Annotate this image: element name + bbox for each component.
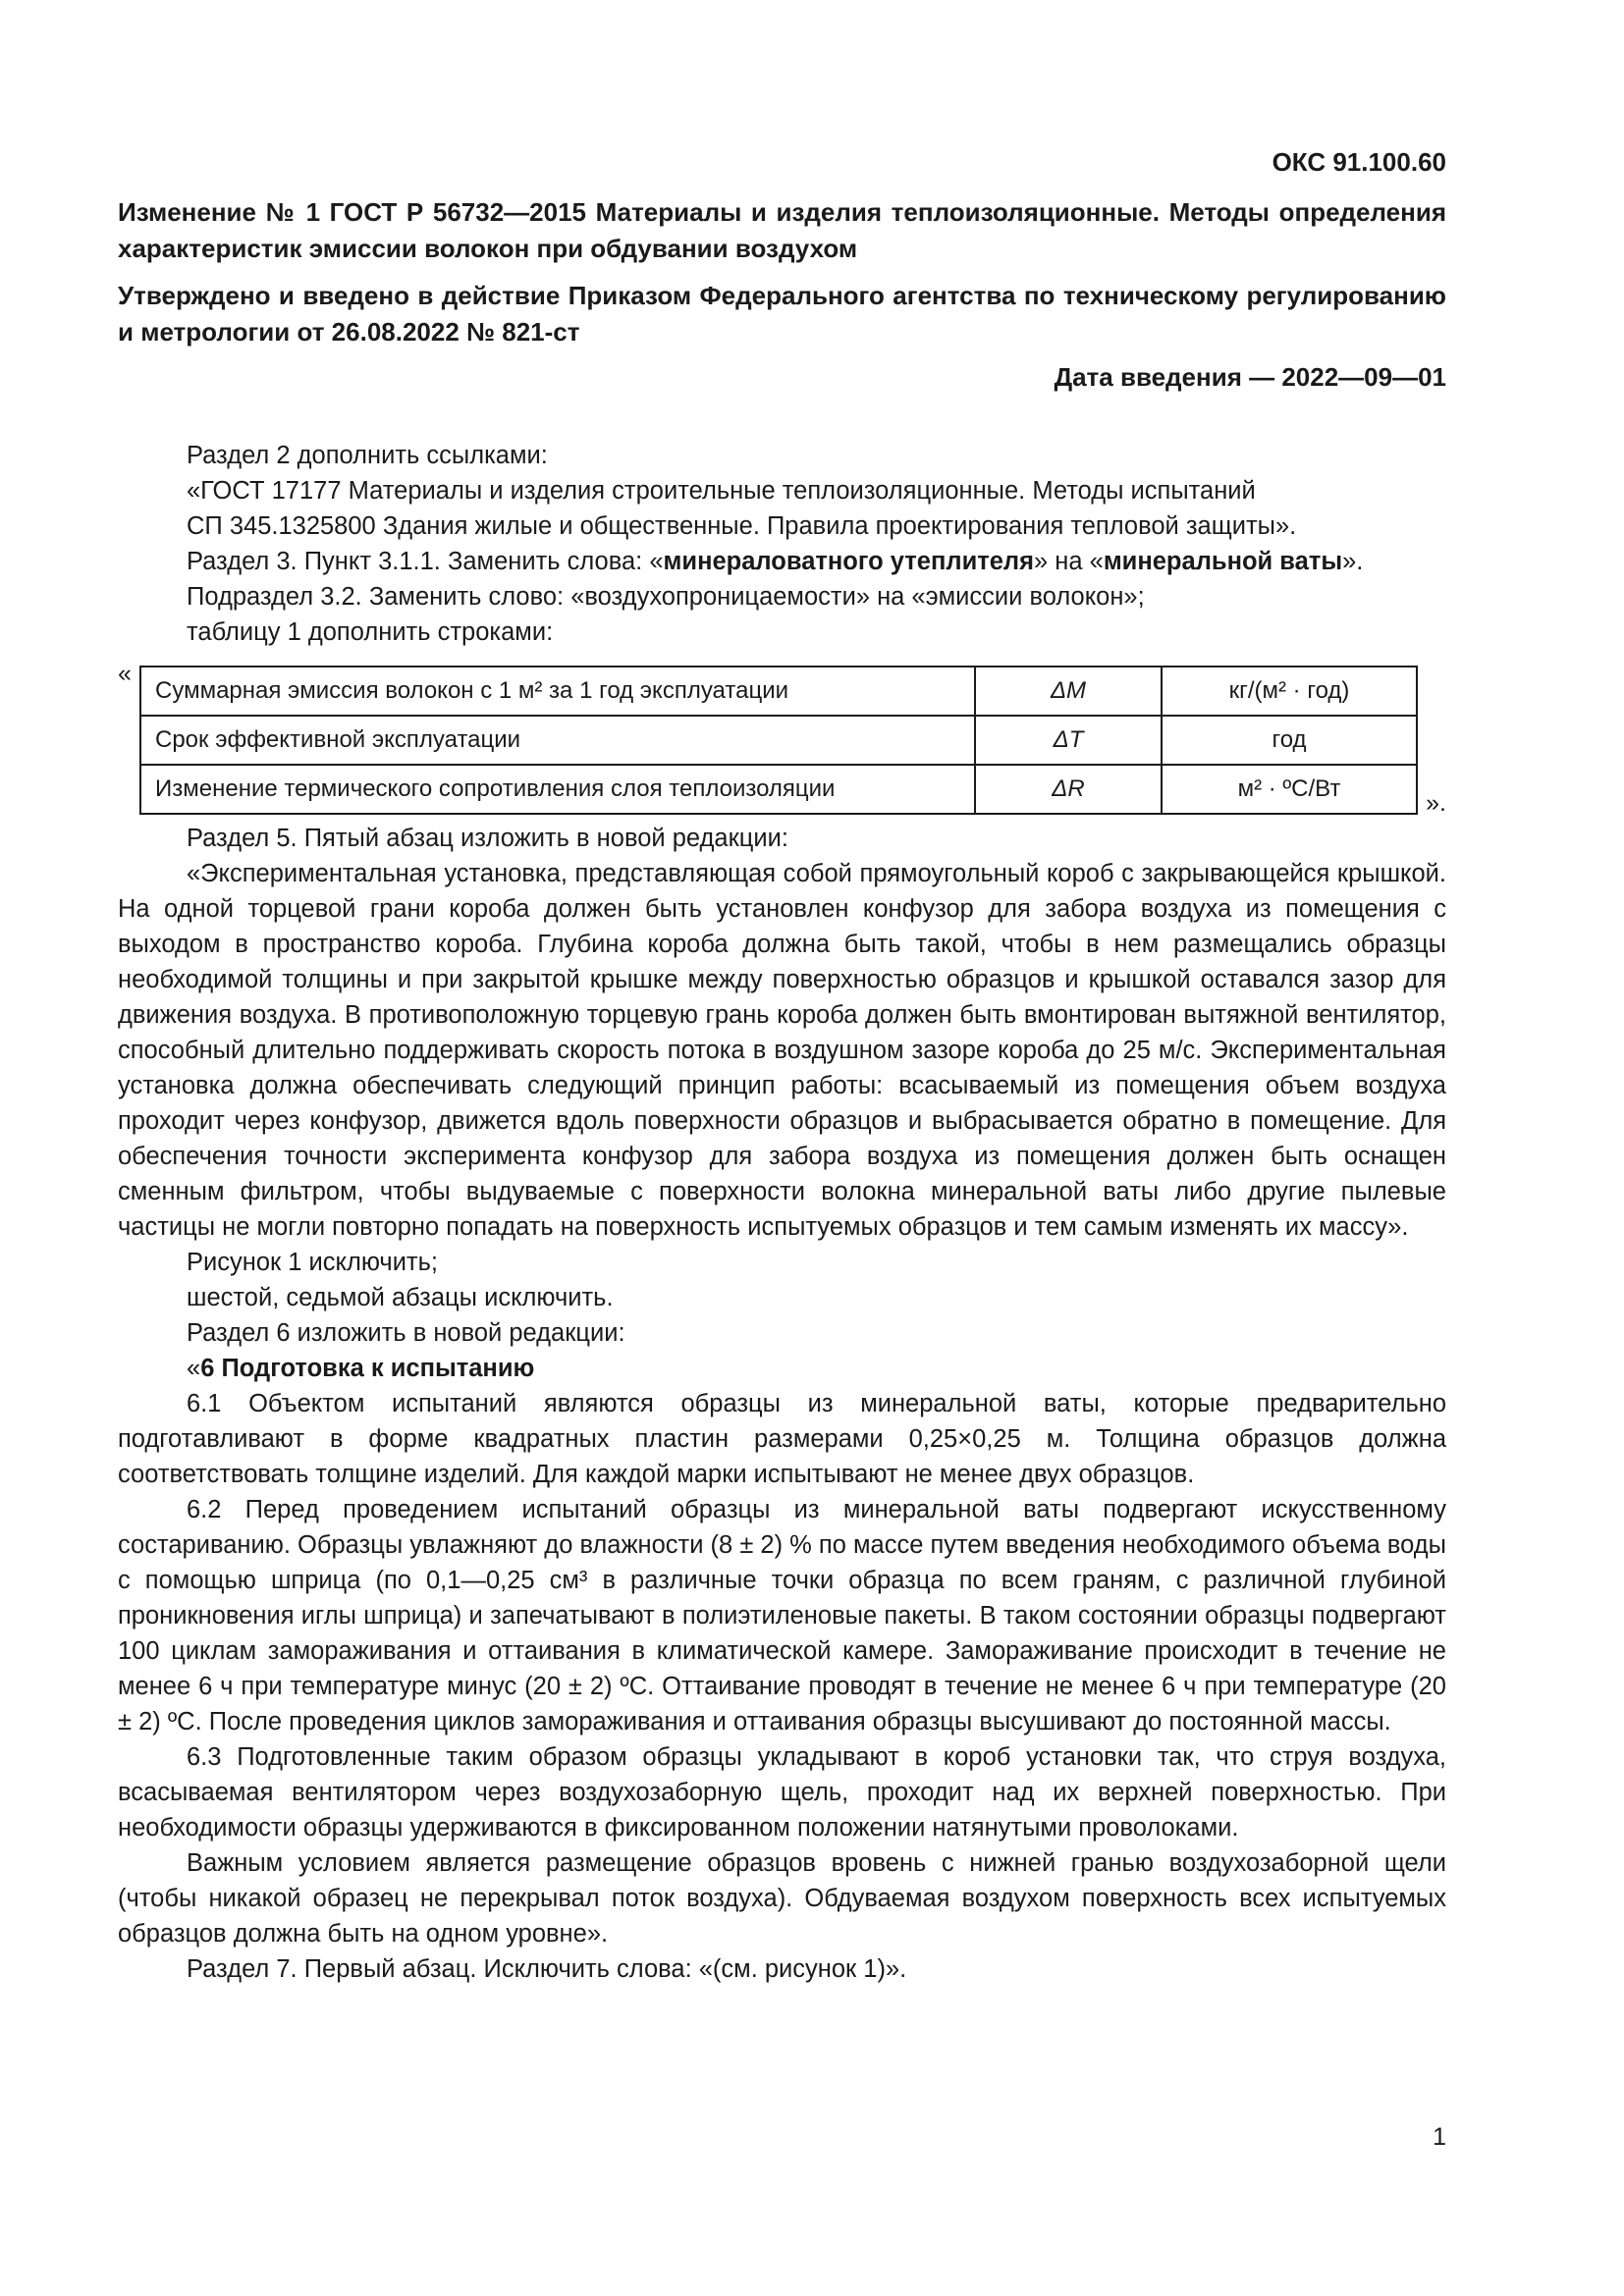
paragraph: шестой, седьмой абзацы исключить. [187, 1284, 614, 1311]
page-number: 1 [1433, 2123, 1446, 2151]
text-run: » на « [1034, 548, 1104, 575]
paragraph: Раздел 5. Пятый абзац изложить в новой редакции: [187, 825, 788, 852]
document-title: Изменение № 1 ГОСТ Р 56732—2015 Материалы и изделия теплоизоляционные. Методы определения характеристик эмиссии волокон при обдувании воздухом [118, 197, 1446, 263]
open-quote: « [118, 660, 132, 687]
table-row [140, 765, 1417, 814]
row-symbol: ΔR [975, 765, 1162, 814]
paragraph: Рисунок 1 исключить; [187, 1249, 438, 1276]
table-block [118, 656, 1446, 821]
effective-date: Дата введения — 2022—09—01 [1054, 362, 1446, 392]
close-quote: ». [1426, 789, 1446, 817]
bold-text-run: минераловатного утеплителя [663, 548, 1034, 575]
row-name: Изменение термического сопротивления слоя теплоизоляции [140, 765, 975, 814]
paragraph: 6.3 Подготовленные таким образом образцы укладывают в короб установки так, что струя воздуха, всасываемая вентилятором через воздухозаборную щель, проходит над их верхней поверхностью. При необходимости образцы удерживаются в фиксированном положении натянутыми проволоками. [118, 1743, 1446, 1842]
row-unit: год [1162, 716, 1417, 765]
paragraph: 6.1 Объектом испытаний являются образцы из минеральной ваты, которые предварительно подготавливают в форме квадратных пластин размерами 0,25×0,25 м. Толщина образцов должна соответствовать толщине изделий. Для каждой марки испытывают не менее двух образцов. [118, 1390, 1446, 1488]
section-heading [118, 1351, 1446, 1386]
row-unit: кг/(м² · год) [1162, 667, 1417, 716]
text-run: ». [1342, 548, 1364, 575]
paragraph: Раздел 6 изложить в новой редакции: [187, 1319, 625, 1347]
paragraph: Важным условием является размещение образцов вровень с нижней гранью воздухозаборной щели (чтобы никакой образец не перекрывал поток воздуха). Обдуваемая воздухом поверхность всех испытуемых образцов должна быть на одном уровне». [118, 1849, 1446, 1948]
table-row [140, 667, 1417, 716]
paragraph [118, 544, 1446, 579]
okc-code: ОКС 91.100.60 [1272, 147, 1446, 177]
table-row [140, 716, 1417, 765]
paragraph: 6.2 Перед проведением испытаний образцы из минеральной ваты подвергают искусственному состариванию. Образцы увлажняют до влажности (8 ± 2) % по массе путем введения необходимого объема воды с помощью шприца (по 0,1—0,25 см³ в различные точки образца по всем граням, с различной глубиной проникновения иглы шприца) и запечатывают в полиэтиленовые пакеты. В таком состоянии образцы подвергают 100 циклам замораживания и оттаивания в климатической камере. Замораживание происходит в течение не менее 6 ч при температуре минус (20 ± 2) ºC. Оттаивание проводят в течение не менее 6 ч при температуре (20 ± 2) ºC. После проведения циклов замораживания и оттаивания образцы высушивают до постоянной массы. [118, 1496, 1447, 1735]
row-symbol: ΔM [975, 667, 1162, 716]
row-unit: м² · ºC/Вт [1162, 765, 1417, 814]
paragraph: «Экспериментальная установка, представляющая собой прямоугольный короб с закрывающейся крышкой. На одной торцевой грани короба должен быть установлен конфузор для забора воздуха из помещения с выходом в пространство короба. Глубина короба должна быть такой, чтобы в нем размещались образцы необходимой толщины и при закрытой крышке между поверхностью образцов и крышкой оставался зазор для движения воздуха. В противоположную торцевую грань короба должен быть вмонтирован вытяжной вентилятор, способный длительно поддерживать скорость потока в воздушном зазоре короба до 25 м/с. Экспериментальная установка должна обеспечивать следующий принцип работы: всасываемый из помещения объем воздуха проходит через конфузор, движется вдоль поверхности образцов и выбрасывается обратно в помещение. Для обеспечения точности эксперимента конфузор для забора воздуха из помещения должен быть оснащен сменным фильтром, чтобы выдуваемые с поверхности волокна минеральной ваты либо другие пылевые частицы не могли повторно попадать на поверхность испытуемых образцов и тем самым изменять их массу». [118, 860, 1446, 1241]
paragraph: «ГОСТ 17177 Материалы и изделия строительные теплоизоляционные. Методы испытаний [187, 477, 1256, 505]
text-run: « [187, 1355, 201, 1382]
bold-text-run: 6 Подготовка к испытанию [200, 1355, 535, 1382]
row-name: Суммарная эмиссия волокон с 1 м² за 1 год эксплуатации [140, 667, 975, 716]
paragraph: Раздел 2 дополнить ссылками: [187, 442, 548, 469]
amendment-table [139, 666, 1418, 815]
bold-text-run: минеральной ваты [1103, 548, 1343, 575]
row-symbol: ΔT [975, 716, 1162, 765]
paragraph: Подраздел 3.2. Заменить слово: «воздухопроницаемости» на «эмиссии волокон»; [187, 583, 1145, 611]
paragraph: Раздел 7. Первый абзац. Исключить слова: «(см. рисунок 1)». [187, 1955, 907, 1983]
row-name: Срок эффективной эксплуатации [140, 716, 975, 765]
approval-note: Утверждено и введено в действие Приказом Федерального агентства по техническому регулированию и метрологии от 26.08.2022 № 821-ст [118, 281, 1446, 347]
paragraph: таблицу 1 дополнить строками: [187, 618, 554, 646]
text-run: Раздел 3. Пункт 3.1.1. Заменить слова: « [187, 548, 664, 575]
document-body [118, 438, 1446, 1987]
paragraph: СП 345.1325800 Здания жилые и общественные. Правила проектирования тепловой защиты». [187, 512, 1297, 540]
